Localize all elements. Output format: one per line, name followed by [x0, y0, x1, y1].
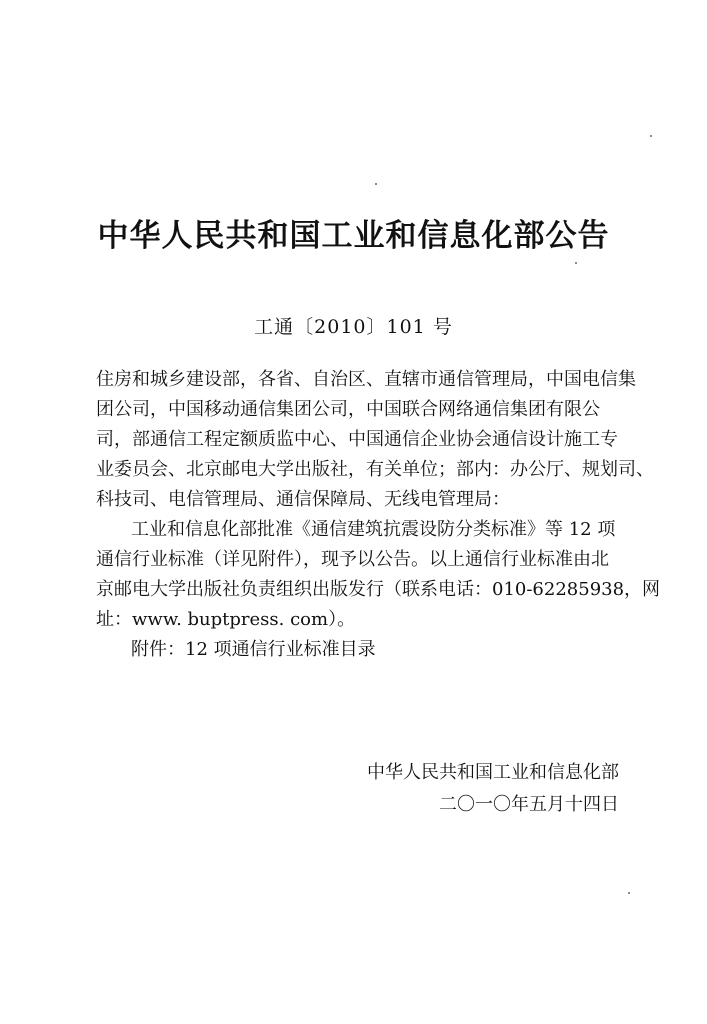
signature-issuer: 中华人民共和国工业和信息化部	[367, 762, 619, 783]
addressee-line: 科技司、电信管理局、通信保障局、无线电管理局：	[96, 489, 510, 510]
scan-speck	[628, 892, 630, 894]
paragraph-line: 通信行业标准（详见附件），现予以公告。以上通信行业标准由北	[96, 549, 609, 570]
scan-speck	[650, 135, 652, 137]
paragraph-line: 址：www. buptpress. com）。	[96, 609, 356, 630]
scan-speck	[375, 183, 377, 185]
paragraph-line: 京邮电大学出版社负责组织出版发行（联系电话：010-62285938，网	[96, 579, 661, 600]
scan-speck	[575, 262, 577, 264]
addressee-line: 住房和城乡建设部，各省、自治区、直辖市通信管理局，中国电信集	[96, 369, 636, 390]
document-title: 中华人民共和国工业和信息化部公告	[97, 218, 610, 254]
addressee-line: 业委员会、北京邮电大学出版社，有关单位；部内：办公厅、规划司、	[96, 459, 654, 480]
document-number: 工通〔2010〕101 号	[254, 316, 453, 338]
attachment-line: 附件：12 项通信行业标准目录	[131, 639, 376, 660]
addressee-line: 团公司，中国移动通信集团公司，中国联合网络通信集团有限公	[96, 399, 600, 420]
addressee-line: 司，部通信工程定额质监中心、中国通信企业协会通信设计施工专	[96, 429, 618, 450]
signature-date: 二〇一〇年五月十四日	[439, 794, 619, 815]
paragraph-line: 工业和信息化部批准《通信建筑抗震设防分类标准》等 12 项	[131, 519, 616, 540]
